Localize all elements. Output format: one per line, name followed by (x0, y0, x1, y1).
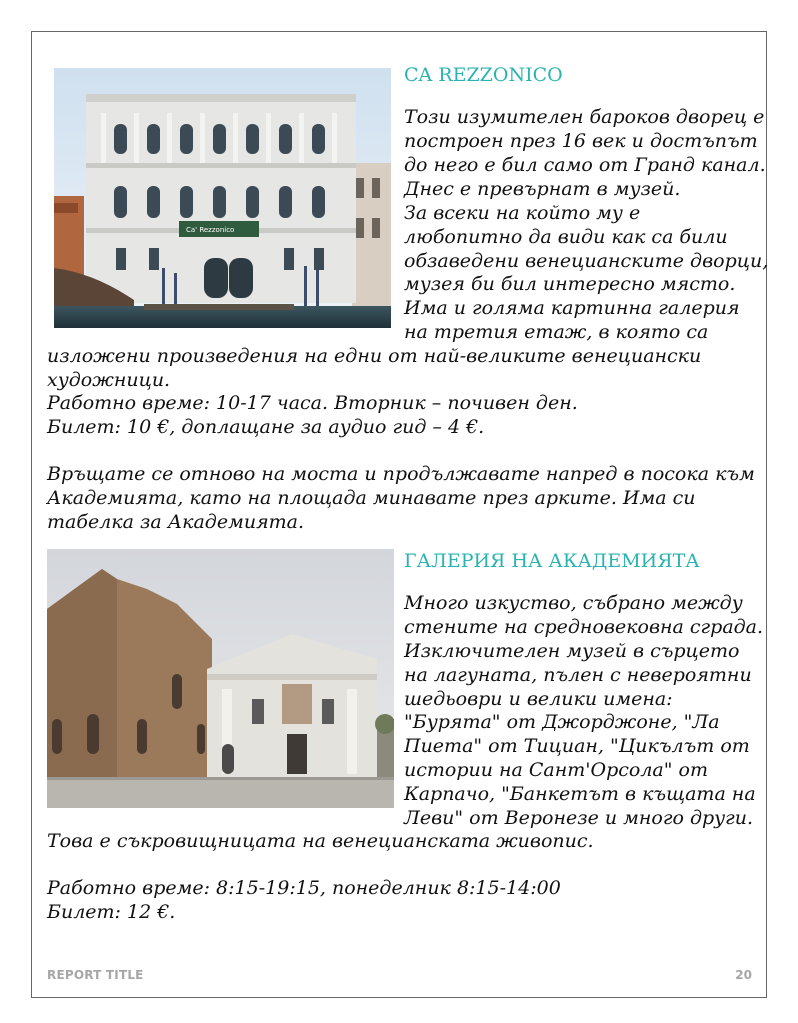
section2-line: "Бурята" от Джорджоне, "Ла (404, 711, 720, 733)
accademia-photo (47, 549, 394, 808)
section2-line: стените на средновековна сграда. (404, 616, 764, 638)
section1-hours: Работно време: 10-17 часа. Вторник – почивен ден. (47, 392, 578, 414)
footer-page-number: 20 (735, 968, 752, 982)
ca-rezzonico-photo (54, 68, 391, 328)
transition-line: Връщате се отново на моста и продължавате напред в посока към (47, 463, 755, 485)
section2-heading: ГАЛЕРИЯ НА АКАДЕМИЯТА (404, 550, 700, 572)
section1-line: За всеки на който му е (404, 202, 641, 224)
section1-line: построен през 16 век и достъпът (404, 130, 758, 152)
footer-report-title: REPORT TITLE (47, 968, 144, 982)
section2-line: шедьоври и велики имена: (404, 688, 673, 710)
section1-line: художници. (47, 369, 171, 391)
section1-line: изложени произведения на едни от най-великите венециански (47, 345, 702, 367)
section2-ticket: Билет: 12 €. (47, 901, 176, 923)
transition-line: табелка за Академията. (47, 511, 305, 533)
section1-ticket: Билет: 10 €, доплащане за аудио гид – 4 €. (47, 416, 485, 438)
section2-line: Карпачо, "Банкетът в къщата на (404, 783, 756, 805)
section2-line: на лагуната, пълен с невероятни (404, 664, 752, 686)
section1-line: на третия етаж, в която са (404, 321, 709, 343)
section2-line: Това е съкровищницата на венецианската живопис. (47, 830, 594, 852)
section1-heading: CA REZZONICO (404, 64, 563, 86)
photo-sign-text: Ca' Rezzonico (186, 226, 235, 234)
section2-line: Много изкуство, събрано между (404, 592, 743, 614)
transition-line: Академията, като на площада минавате през арките. Има си (47, 487, 696, 509)
section1-line: Днес е превърнат в музей. (404, 178, 681, 200)
section2-line: Изключителен музей в сърцето (404, 640, 740, 662)
section2-line: Леви" от Веронезе и много други. (404, 807, 754, 829)
section1-line: любопитно да види как са били (404, 226, 728, 248)
section2-line: Пиета" от Тициан, "Цикълът от (404, 735, 750, 757)
section1-line: музея би бил интересно място. (404, 273, 736, 295)
section2-line: истории на Сант'Орсола" от (404, 759, 708, 781)
section1-line: обзаведени венецианските дворци, (404, 250, 769, 272)
section1-line: Има и голяма картинна галерия (404, 297, 740, 319)
section2-hours: Работно време: 8:15-19:15, понеделник 8:15-14:00 (47, 877, 561, 899)
section1-line: Този изумителен бароков дворец е (404, 106, 765, 128)
section1-line: до него е бил само от Гранд канал. (404, 154, 766, 176)
